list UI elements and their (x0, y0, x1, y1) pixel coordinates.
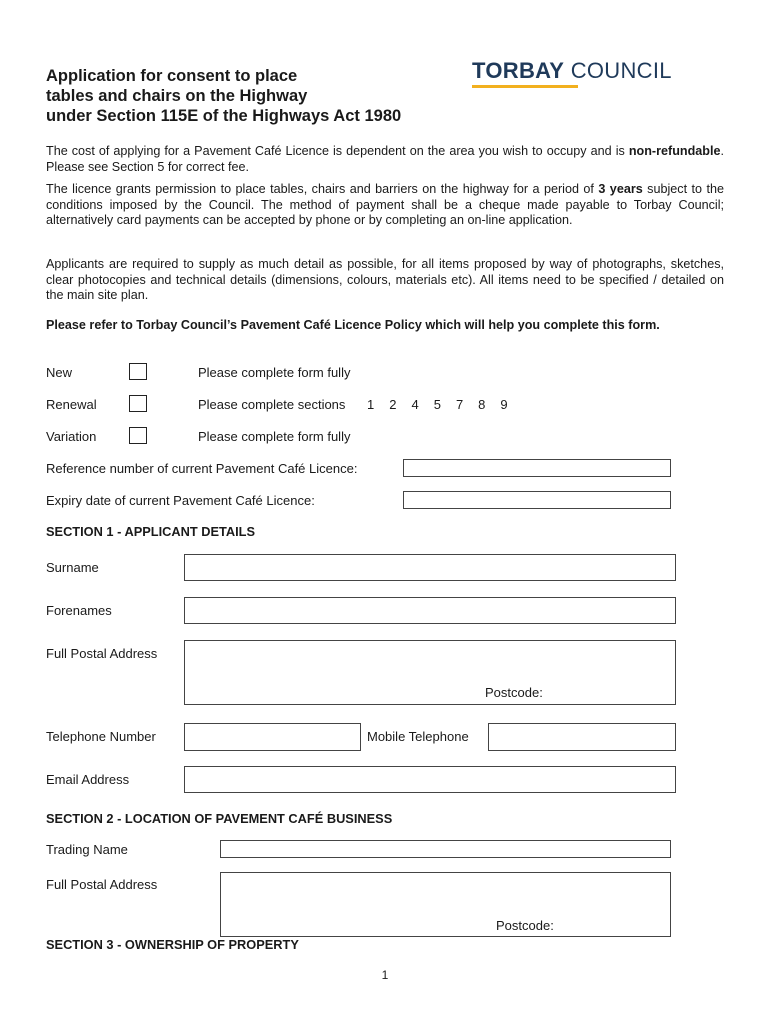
cost-text-end: . Please see Section 5 for correct fee. (46, 144, 724, 174)
non-refundable-text: non-refundable (628, 144, 721, 158)
applicant-address-label: Full Postal Address (46, 646, 158, 661)
mobile-label: Mobile Telephone (367, 729, 469, 744)
surname-label: Surname (46, 560, 99, 575)
reference-number-label: Reference number of current Pavement Café Licence: (46, 461, 358, 476)
forenames-label: Forenames (46, 603, 112, 618)
type-variation-checkbox[interactable] (129, 427, 147, 444)
renewal-section-9: 9 (500, 397, 508, 412)
renewal-section-8: 8 (478, 397, 486, 412)
type-renewal-note: Please complete sections (198, 397, 346, 412)
email-field[interactable] (184, 766, 676, 793)
three-years-text: 3 years (598, 182, 643, 196)
intro-paragraph-cost (46, 144, 724, 175)
email-label: Email Address (46, 772, 130, 787)
business-postcode-label: Postcode: (496, 918, 554, 933)
type-new-label: New (46, 365, 73, 380)
title-line-3: under Section 115E of the Highways Act 1980 (46, 107, 402, 125)
mobile-field[interactable] (488, 723, 676, 751)
renewal-section-7: 7 (455, 397, 464, 412)
business-address-label: Full Postal Address (46, 877, 158, 892)
logo-word-council: COUNCIL (570, 58, 672, 83)
page-number: 1 (381, 968, 389, 982)
page-title (46, 66, 466, 126)
renewal-section-5: 5 (433, 397, 441, 412)
title-line-2: tables and chairs on the Highway (46, 87, 308, 105)
trading-name-label: Trading Name (46, 842, 128, 857)
applicant-postcode-label: Postcode: (485, 685, 543, 700)
torbay-council-logo (472, 58, 694, 88)
business-address-field[interactable] (220, 872, 671, 937)
renewal-section-1: 1 (367, 397, 375, 412)
type-new-checkbox[interactable] (129, 363, 147, 380)
licence-text: The licence grants permission to place tables, chairs and barriers on the highway for a period of (46, 182, 599, 196)
expiry-date-label: Expiry date of current Pavement Café Licence: (46, 493, 315, 508)
renewal-section-numbers (367, 397, 523, 412)
type-renewal-checkbox[interactable] (129, 395, 147, 412)
type-variation-label: Variation (46, 429, 97, 444)
expiry-date-field[interactable] (403, 491, 671, 509)
trading-name-field[interactable] (220, 840, 671, 858)
renewal-section-4: 4 (411, 397, 419, 412)
applicant-address-field[interactable] (184, 640, 676, 705)
title-line-1: Application for consent to place (46, 67, 298, 85)
section-3-heading: SECTION 3 - OWNERSHIP OF PROPERTY (46, 937, 299, 952)
cost-text: The cost of applying for a Pavement Café Licence is dependent on the area you wish to occupy and is (46, 144, 629, 158)
type-renewal-label: Renewal (46, 397, 97, 412)
intro-paragraph-licence (46, 182, 724, 229)
reference-number-field[interactable] (403, 459, 671, 477)
type-new-note: Please complete form fully (198, 365, 351, 380)
intro-paragraph-detail: Applicants are required to supply as much detail as possible, for all items proposed by way of photographs, sketches, clear photocopies and technical details (dimensions, colours, materials etc). All items need to be specified / detailed on the main site plan. (46, 257, 724, 302)
telephone-field[interactable] (184, 723, 361, 751)
section-1-heading: SECTION 1 - APPLICANT DETAILS (46, 524, 256, 539)
section-2-heading: SECTION 2 - LOCATION OF PAVEMENT CAFÉ BUSINESS (46, 811, 393, 826)
telephone-label: Telephone Number (46, 729, 156, 744)
renewal-section-2: 2 (389, 397, 397, 412)
surname-field[interactable] (184, 554, 676, 581)
intro-paragraph-policy: Please refer to Torbay Council’s Pavement Café Licence Policy which will help you complete this form. (46, 318, 660, 332)
logo-word-torbay: TORBAY (472, 58, 565, 83)
logo-underline (472, 85, 578, 88)
type-variation-note: Please complete form fully (198, 429, 351, 444)
licence-text-end: subject to the conditions imposed by the Council. The method of payment shall be a cheque made payable to Torbay Council; alternatively card payments can be accepted by phone or by completing an on-line application. (46, 182, 724, 227)
forenames-field[interactable] (184, 597, 676, 624)
